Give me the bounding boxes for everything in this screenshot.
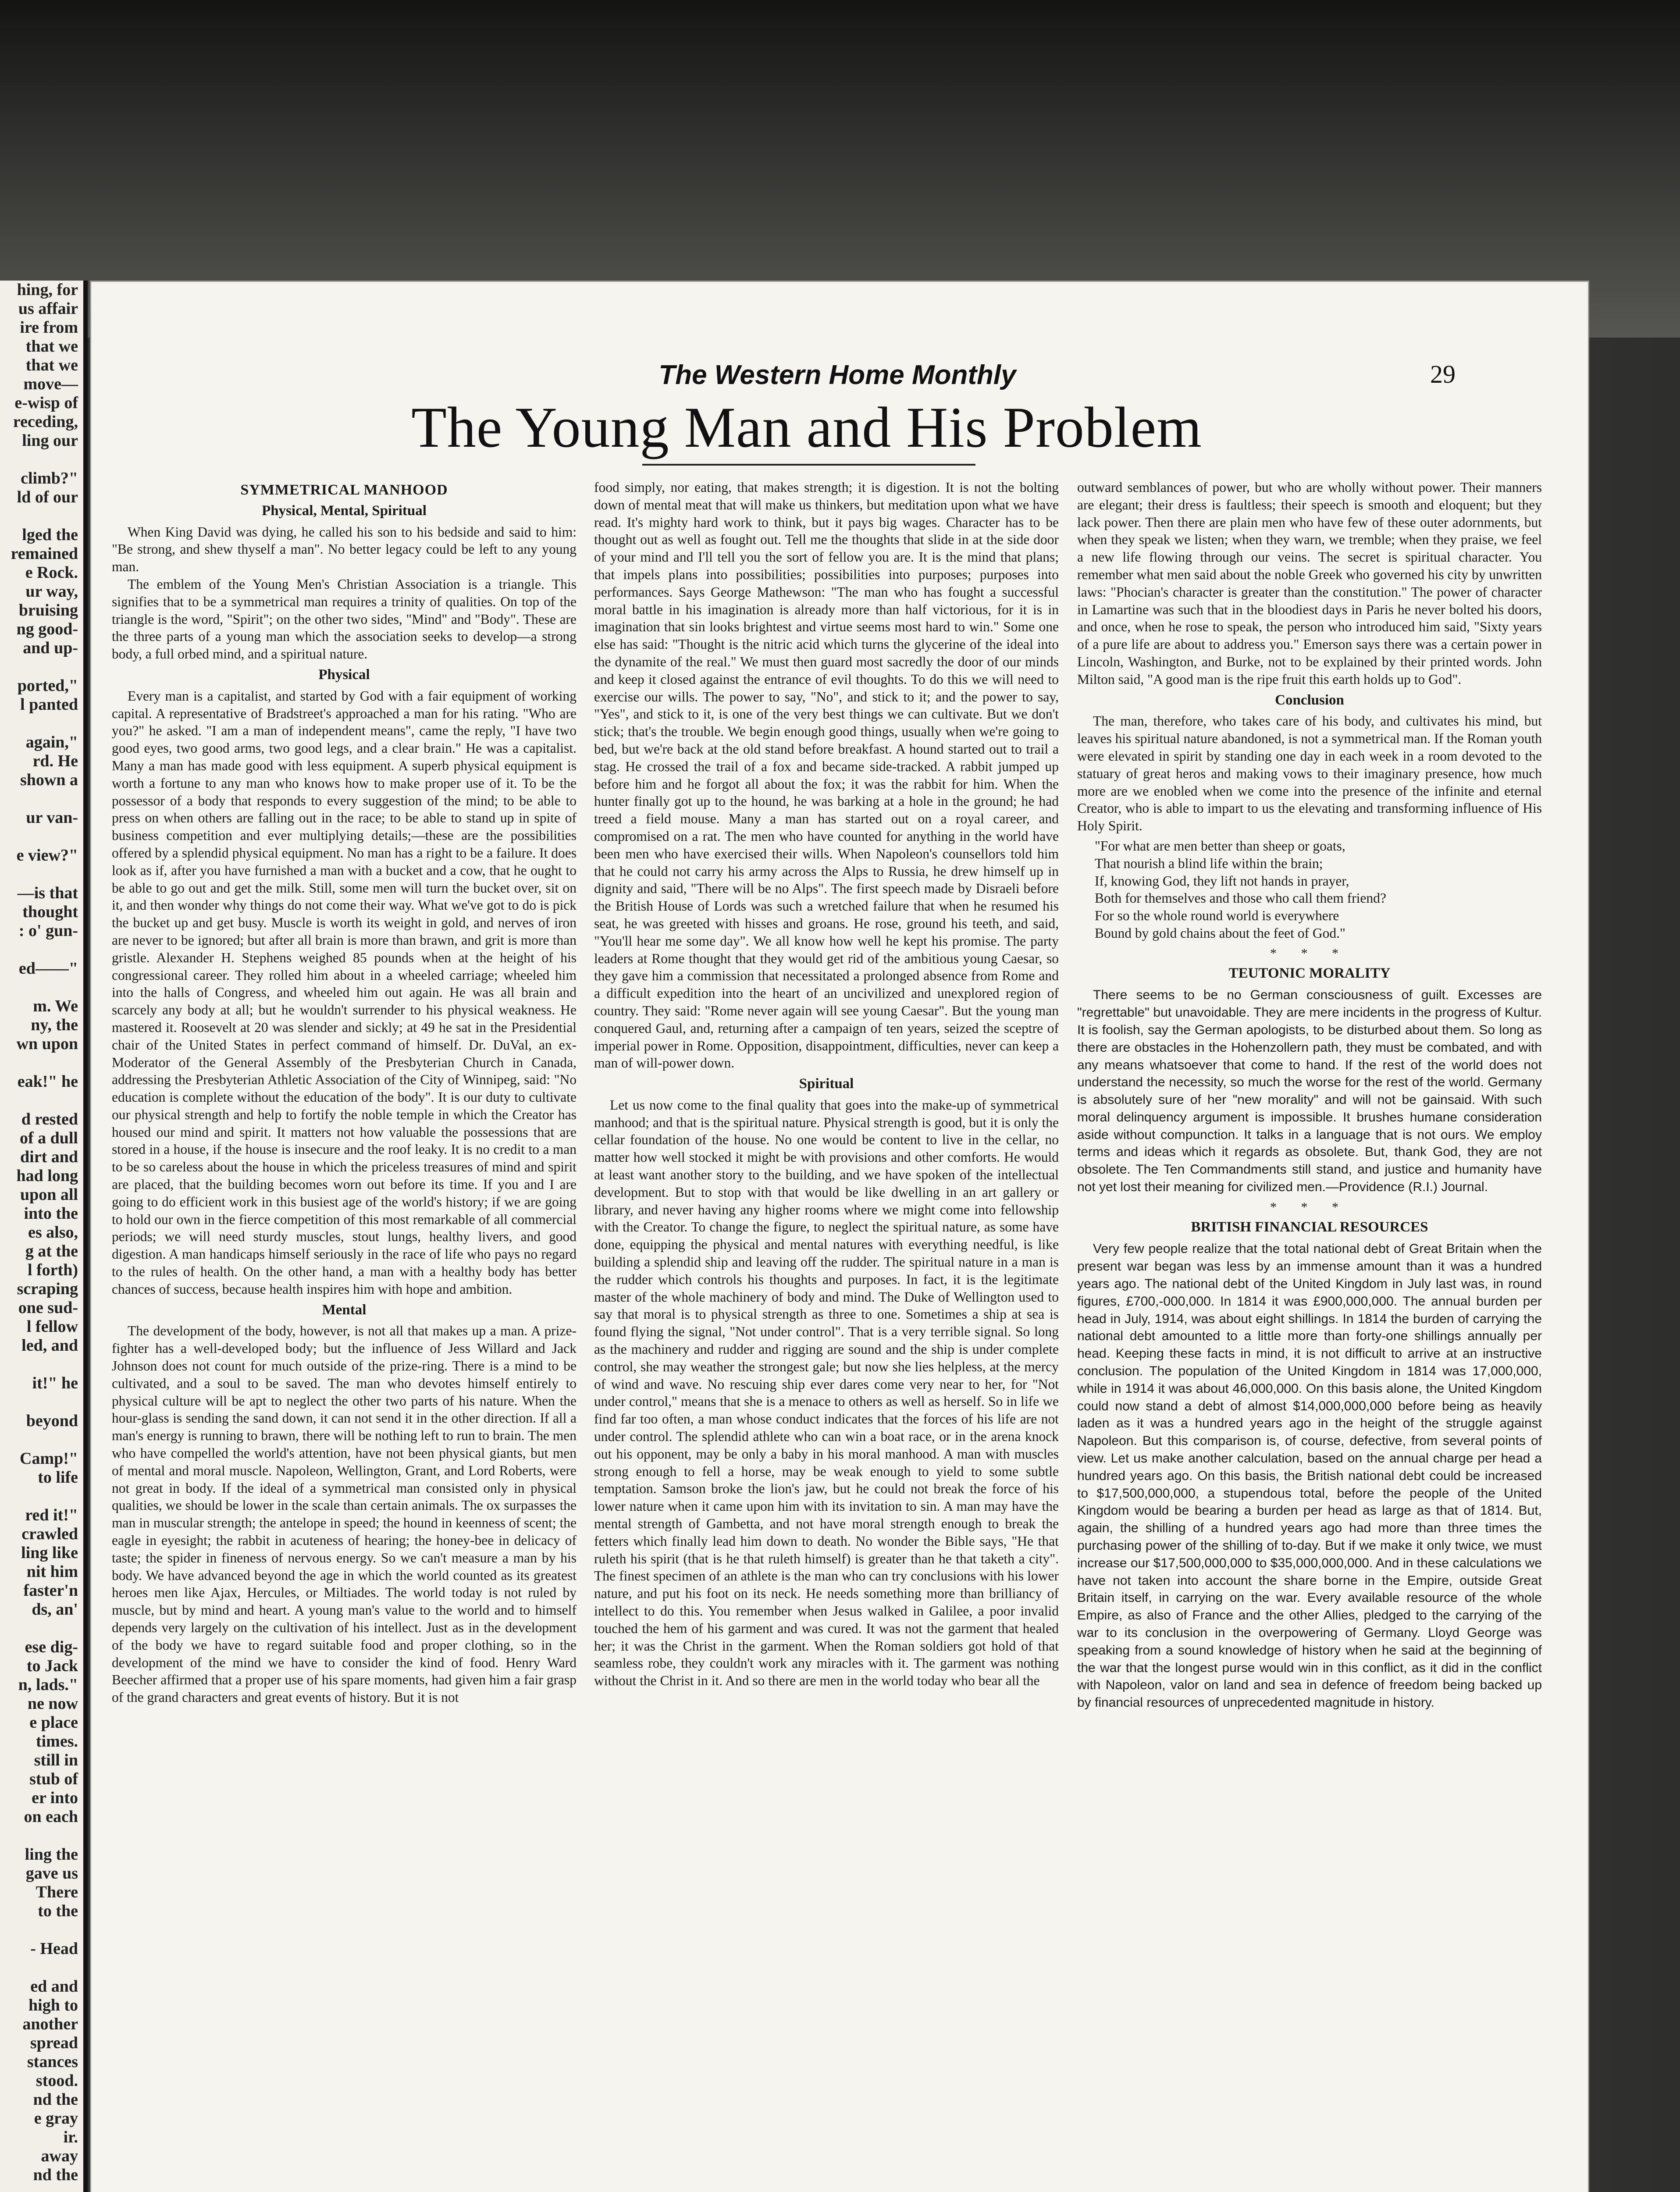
facing-page-line: led, and	[21, 1336, 78, 1355]
poem-line: For so the whole round world is everywhere	[1095, 908, 1339, 924]
facing-page-line: red it!"	[25, 1506, 78, 1524]
facing-page-line: e Rock.	[25, 563, 78, 582]
facing-page-line: climb?"	[21, 469, 78, 488]
facing-page-line: beyond	[26, 1412, 78, 1430]
facing-page-line: to the	[38, 1902, 78, 1920]
facing-page-line: nd the	[33, 2166, 78, 2184]
facing-page-line: times.	[36, 1732, 78, 1751]
conclusion-heading: Conclusion	[1275, 692, 1344, 708]
page-number: 29	[1430, 360, 1456, 388]
facing-page-line: still in	[34, 1751, 78, 1769]
paragraph: There seems to be no German consciousness of guilt. Excesses are "regrettable" but unavoidable. They are mere incidents in the progress of Kultur. It is foolish, say the German apologists, to be disturbed about them. So long as there are obstacles in the Hohenzollern path, they must be combated, and with any means whatsoever that come to hand. If the rest of the world does not understand the necessity, so much the worse for the rest of the world. Germany is absolutely sure of her "new morality" and will not be gainsaid. With such moral delinquency argument is impossible. It brushes humane consideration aside without compunction. It talks in a language that is not ours. We employ terms and ideas which it regards as obsolete. But, thank God, they are not obsolete. The Ten Commandments still stand, and justice and humanity have not yet lost their meaning for civilized men.—Providence (R.I.) Journal.	[1077, 988, 1542, 1195]
facing-page-line: ir.	[63, 2128, 78, 2146]
facing-page-line	[0, 714, 83, 733]
facing-page-line	[0, 1921, 83, 1939]
facing-page-line: dirt and	[20, 1148, 78, 1166]
facing-page-line: ne now	[27, 1694, 78, 1713]
facing-page-line: ur van-	[26, 808, 78, 827]
subheading: Physical, Mental, Spiritual	[262, 502, 427, 519]
facing-page-line: e view?"	[16, 846, 78, 865]
publication-title: The Western Home Monthly	[658, 360, 1016, 390]
facing-page-line	[0, 790, 83, 808]
magazine-page	[90, 281, 1589, 2192]
physical-heading: Physical	[318, 666, 370, 683]
facing-page-line	[0, 1619, 83, 1638]
facing-page-line: e gray	[34, 2109, 78, 2128]
facing-page-line: ed and	[30, 1977, 78, 1996]
facing-page-line: on each	[24, 1808, 78, 1826]
facing-page-line: upon all	[20, 1185, 78, 1204]
facing-page-line: stub of	[29, 1770, 78, 1788]
facing-page-line: ng good-	[16, 620, 78, 638]
column-2	[594, 479, 1059, 1690]
section-heading: SYMMETRICAL MANHOOD	[240, 482, 448, 498]
facing-page-line: it!" he	[32, 1374, 78, 1392]
facing-page-line: gave us	[25, 1864, 78, 1882]
facing-page-line: and up-	[23, 639, 78, 657]
paragraph: food simply, nor eating, that makes strength; it is digestion. It is not the bolting down of mental meat that will make us thinkers, but meditation upon what we have read. It's mighty hard work to think, but it pays big wages. Character has to be thought out as well as fought out. Tell me the thoughts that slide in at the side door of your mind and I'll tell you the sort of fellow you are. It is the mind that plans; that impels plans into possibilities; possibilities into purposes; purposes into performances. Says George Mathewson: "The man who has fought a successful moral battle in his imagination is already more than half victorious, for it is in imagination that sin looks brightest and virtue seems most hard to win." Some one else has said: "Thought is the nitric acid which turns the glycerine of the ideal into the dynamite of the real." We must then guard most sacredly the door of our minds and keep it closed against the entrance of evil thoughts. To do this we will need to exercise our wills. The power to say, "No", and stick to it; and the power to say, "Yes", and stick to it, is one of the very best things we can cultivate. But we don't stick; that's the trouble. We begin enough good things, usually when we're going to bed, but we're back at the old stand before breakfast. A hound started out to trail a stag. He crossed the trail of a fox and became side-tracked. A rabbit jumped up before him and he forgot all about the fox; it was the rabbit for him. When the hunter finally got up to the hound, he was barking at a hole in the ground; he had treed a field mouse. Many a man has started out on a royal career, and compromised on a rat. The men who have counted for anything in the world have been men who have exercised their wills. When Napoleon's counsellors told him that he could not carry his army across the Alps to Russia, he drew himself up in dignity and said, "There will be no Alps". The first speech made by Disraeli before the British House of Lords was such a wretched failure that when he resumed his seat, he was greeted with hisses and groans. He rose, ground his teeth, and said, "You'll hear me some day". We all know how well he kept his promise. The party leaders at Rome thought that they would get rid of the ambitious young Caesar, so they gave him a commission that necessitated a prolonged absence from Rome and a difficult expedition into the heart of an uncivilized and unexplored region of country. They said: "Rome never again will see young Caesar". But the young man conquered Gaul, and, returning after a campaign of ten years, seized the sceptre of imperial power in Rome. Opposition, disappointment, difficulties, never can keep a man of will-power down.	[594, 480, 1059, 1071]
masthead	[90, 359, 1589, 399]
facing-page-line	[0, 1487, 83, 1506]
facing-page-line: again,"	[25, 733, 78, 751]
facing-page-line: l forth)	[27, 1261, 78, 1279]
facing-page-line: to life	[38, 1468, 78, 1487]
paragraph: When King David was dying, he called his son to his bedside and said to him: "Be strong, and shew thyself a man". No better legacy could be left to any young man.	[112, 524, 577, 575]
facing-page-line	[0, 940, 83, 959]
facing-page-line: receding,	[13, 413, 78, 431]
facing-page-line: high to	[28, 1996, 78, 2014]
facing-page-line	[0, 658, 83, 676]
facing-page-line: us affair	[18, 299, 78, 318]
facing-page-line: : o' gun-	[18, 922, 78, 940]
facing-page-line: n, lads."	[18, 1676, 78, 1694]
facing-page-line	[0, 450, 83, 469]
facing-page-line: stances	[27, 2053, 78, 2071]
poem-line: That nourish a blind life within the brain;	[1095, 855, 1323, 871]
facing-page-line: had long	[16, 1167, 78, 1185]
facing-page-line: ny, the	[31, 1016, 78, 1034]
british-heading: BRITISH FINANCIAL RESOURCES	[1191, 1219, 1428, 1235]
facing-page-line: eak!" he	[17, 1072, 78, 1091]
facing-page-line: remained	[11, 544, 78, 563]
facing-page-line: that we	[25, 356, 78, 374]
column-3	[1077, 479, 1542, 1712]
facing-page-line	[0, 1355, 83, 1374]
poem	[1095, 837, 1542, 942]
facing-page-line: ling our	[22, 431, 78, 450]
facing-page-line	[0, 1430, 83, 1449]
facing-page-line: away	[41, 2147, 78, 2165]
paragraph: Every man is a capitalist, and started by God with a fair equipment of working capital. A representative of Bradstreet's approached a man for his rating. "Who are you?" he asked. "I am a man of independent means", came the reply, "I have two good eyes, two good arms, two good legs, and a clear brain." He was a capitalist. Many a man has made good with less equipment. A superb physical equipment is worth a fortune to any man who knows how to make proper use of it. To be the possessor of a body that responds to every suggestion of the mind; to be able to press on when others are falling out in the race; to be able to stand up in spite of business competition and ever multiplying details;—these are the possibilities offered by a splendid physical equipment. No man has a right to be a failure. It does look as if, after you have furnished a man with a bucket and a cow, that he ought to be able to go out and get the milk. Still, some men will turn the bucket over, sit on it, and then wonder why things do not come their way. What we've got to do is pick the bucket up and get busy. Muscle is worth its weight in gold, and nerves of iron are never to be ignored; but after all brain is more than brawn, and grit is more than gristle. Alexander H. Stephens weighed 85 pounds when at the height of his congressional career. They rolled him about in a wheeled carriage; wheeled him into the halls of Congress, and wheeled him out again. He was all brain and scarcely any body at all; but he wouldn't surrender to his physical weakness. He mastered it. Roosevelt at 20 was slender and sickly; at 49 he sat in the Presidential chair of the United States in perfect command of himself. Dr. DuVal, an ex-Moderator of the General Assembly of the Presbyterian Church in Canada, addressing the Presbyterian Athletic Association of the City of Winnipeg, said: "No education is complete without the education of the body". It is our duty to cultivate our physical strength and help to fortify the noble temple in which the Creator has housed our mind and spirit. It matters not how valuable the possessions that are stored in a house, if the house is insecure and the roof leaky. It is no credit to a man to be so careless about the house in which the priceless treasures of mind and spirit are placed, that the building becomes worn out before its time. If you and I are going to do efficient work in this busiest age of the world's history; if we are going to hold our own in the fierce competition of this most remarkable of all commercial periods; we will need sturdy muscles, stout lungs, healthy livers, and good digestion. A man handicaps himself seriously in the race of life who pays no regard to the rules of health. On the other hand, a man with a healthy body has better chances of success, because health inspires him with hope and ambition.	[112, 688, 577, 1297]
facing-page-line: another	[22, 2015, 78, 2033]
facing-page-line: of a dull	[19, 1129, 78, 1147]
facing-page-line: —is that	[17, 884, 78, 902]
facing-page-line	[0, 507, 83, 526]
facing-page-line: Camp!"	[20, 1449, 78, 1468]
facing-page-line: l fellow	[26, 1317, 78, 1336]
facing-page-line: move—	[23, 375, 78, 393]
facing-page-line: nd the	[33, 2090, 78, 2109]
facing-page-line: ling like	[21, 1544, 78, 1562]
facing-page-line: crawled	[21, 1525, 78, 1543]
facing-page-line	[0, 865, 83, 884]
facing-page-line: stood.	[36, 2071, 78, 2090]
facing-page-line: ese dig-	[25, 1638, 78, 1656]
facing-page-line: spread	[30, 2034, 78, 2052]
facing-page-line: e place	[29, 1713, 78, 1732]
paragraph: Let us now come to the final quality that goes into the make-up of symmetrical manhood; and that is the spiritual nature. Physical strength is good, but it is only the cellar foundation of the house. No one would be content to live in the cellar, no matter how well stocked it might be with provisions and other comforts. He would at least want another story to the building, and we have spoken of the intellectual development. But to stop with that would be like dwelling in an art gallery or library, and never having any higher rooms where we might come into fellowship with the Creator. To change the figure, to neglect the spiritual nature, as some have done, equipping the physical and mental natures with everything needful, is like building a splendid ship and leaving off the rudder. The spiritual nature in a man is the rudder which controls his thoughts and purposes. In fact, it is the legitimate master of the whole machinery of body and mind. The Duke of Wellington used to say that moral is to physical strength as three to one. Sometimes a ship at sea is found flying the signal, "Not under control". That is a very terrible signal. So long as the machinery and rudder and rigging are sound and the ship is under complete control, she may weather the strongest gale; but now she lies helpless, at the mercy of wind and wave. No rescuing ship ever dares come very near to her, for "Not under control," means that she is a menace to others as well as herself. So in life we find far too often, a man whose conduct indicates that the forces of his life are not under control. The splendid athlete who can win a boat race, or in the arena knock out his opponent, may be only a baby in his moral manhood. A man with muscles strong enough to fell a horse, may be weak enough to yield to some subtle temptation. Samson broke the lion's jaw, but he could not break the force of his lower nature when it came upon him with its invitation to sin. A man may have the mental strength of Gambetta, and not have moral strength enough to break the fetters which finally lead him down to death. No wonder the Bible says, "He that ruleth his spirit (that is he that ruleth himself) is greater than he that taketh a city". The finest specimen of an athlete is the man who can try conclusions with his lower nature, and put his foot on its neck. He needs something more than brilliancy of intellect to do this. You remember when Jesus walked in Galilee, a poor invalid touched the hem of his garment and was cured. It was not the garment that healed her; it was the Christ in the garment. When the Roman soldiers got hold of that seamless robe, they couldn't work any miracles with it. The garment was nothing without the Christ in it. And so there are men in the world today who bear all the	[594, 1097, 1059, 1689]
facing-page-line	[0, 1826, 83, 1845]
facing-page-line: one sud-	[18, 1299, 78, 1317]
facing-page-line: rd. He	[32, 752, 78, 770]
facing-page-line: er into	[32, 1789, 78, 1807]
facing-page-line: e-wisp of	[14, 394, 78, 412]
poem-line: Bound by gold chains about the feet of God."	[1095, 925, 1345, 941]
facing-page-line: ds, an'	[32, 1600, 78, 1619]
facing-page-fragment	[0, 281, 88, 2192]
facing-page-line: g at the	[25, 1242, 78, 1260]
facing-page-line: ire from	[20, 318, 78, 337]
facing-page-line: m. We	[33, 997, 78, 1015]
teutonic-heading: TEUTONIC MORALITY	[1228, 965, 1391, 981]
poem-line: "For what are men better than sheep or goats,	[1095, 838, 1345, 854]
separator-stars: * * *	[1270, 946, 1349, 961]
facing-page-line: to Jack	[26, 1657, 78, 1675]
paragraph: The development of the body, however, is not all that makes up a man. A prize-fighter has a well-developed body; but the influence of Jess Willard and Jack Johnson does not count for much outside of the prize-ring. There is a mind to be cultivated, and a soul to be saved. The man who devotes himself entirely to physical culture will be apt to neglect the other two parts of his nature. When the hour-glass is sending the sand down, it can not send it in the other direction. If all a man's energy is running to brawn, there will be nothing left to run to brain. The men who have compelled the world's attention, have not been physical giants, but men of mental and moral muscle. Napoleon, Wellington, Grant, and Lord Roberts, were not great in body. If the ideal of a symmetrical man consisted only in physical qualities, we should be lower in the scale than certain animals. The ox surpasses the man in muscular strength; the antelope in speed; the hound in keenness of scent; the eagle in eyesight; the rabbit in acuteness of hearing; the honey-bee in delicacy of taste; the spider in fineness of nervous energy. So we can't measure a man by his body. We have advanced beyond the age in which the world counted as its greatest heroes men like Ajax, Hercules, or Miltiades. The world today is not ruled by muscle, but by mind and heart. A young man's value to the world and to himself depends very largely on the cultivation of his intellect. Just as in the development of the body we have to regard suitable food and proper clothing, so in the development of the mind we have to consider the kind of food. Henry Ward Beecher affirmed that a proper use of his spare moments, had given him a fair grasp of the grand characters and great events of history. But it is not	[112, 1323, 577, 1705]
facing-page-line: d rested	[21, 1110, 78, 1128]
facing-page-line: faster'n	[23, 1581, 78, 1600]
column-1	[112, 479, 577, 1706]
article-title: The Young Man and His Problem	[411, 395, 1202, 459]
facing-page-line: wn upon	[16, 1035, 78, 1053]
title-rule	[642, 464, 975, 466]
facing-page-line	[0, 827, 83, 846]
facing-page-line: ported,"	[17, 676, 78, 695]
facing-page-line: nit him	[26, 1562, 78, 1581]
facing-page-line	[0, 1958, 83, 1977]
facing-page-line	[0, 1053, 83, 1072]
poem-line: Both for themselves and those who call them friend?	[1095, 890, 1386, 906]
facing-page-line: hing, for	[17, 281, 78, 299]
paragraph: Very few people realize that the total national debt of Great Britain when the present war began was less by an immense amount than it was a hundred years ago. The national debt of the United Kingdom in July last was, in round figures, £700,-000,000. In 1814 it was £900,000,000. The annual burden per head in July, 1914, was about eight shillings. In 1814 the burden of carrying the national debt amounted to a little more than forty-one shillings annually per head. Keeping these facts in mind, it is not difficult to arrive at an instructive conclusion. The population of the United Kingdom in 1814 was 17,000,000, while in 1914 it was about 46,000,000. On this basis alone, the United Kingdom could now stand a debt of almost $14,000,000,000 before being as heavily laden as it was a hundred years ago in the height of the struggle against Napoleon. But this comparison is, of course, defective, from several points of view. Let us make another calculation, based on the annual charge per head a hundred years ago. On this basis, the British national debt could be increased to $17,500,000,000, a stupendous total, before the people of the United Kingdom would be bearing a burden per head as large as that of 1814. But, again, the shilling of a hundred years ago had more than three times the purchasing power of the shilling of to-day. But if we make it only twice, we must increase our $17,500,000,000 to $35,000,000,000. And in these calculations we have not taken into account the share borne in the Empire, outside Great Britain itself, in carrying on the war. Every available resource of the whole Empire, as also of France and the other Allies, pledged to the carrying of the war to its conclusion in the overpowering of Germany. Lloyd George was speaking from a sound knowledge of history when he said at the beginning of the war that the longest purse would win in this conflict, as it did in the conflict with Napoleon, valor on land and sea in defence of freedom being backed up by financial resources of unprecedented magnitude in history.	[1077, 1242, 1542, 1710]
facing-page-line: ling the	[25, 1845, 78, 1864]
facing-page-line: lged the	[22, 526, 78, 544]
facing-page-line	[0, 2185, 83, 2192]
facing-page-line	[0, 1091, 83, 1110]
facing-page-line: bruising	[18, 601, 78, 619]
facing-page-line	[0, 978, 83, 997]
facing-page-line: thought	[22, 903, 78, 921]
facing-page-line: shown a	[20, 771, 78, 789]
facing-page-line: that we	[25, 337, 78, 356]
facing-page-line: l panted	[20, 695, 78, 714]
facing-page-line: ld of our	[17, 488, 78, 506]
facing-page-line: es also,	[28, 1223, 78, 1242]
facing-page-line: There	[36, 1883, 78, 1901]
facing-page-line	[0, 1393, 83, 1412]
facing-page-line: - Head	[30, 1939, 78, 1958]
poem-line: If, knowing God, they lift not hands in prayer,	[1095, 873, 1349, 889]
paragraph: The man, therefore, who takes care of his body, and cultivates his mind, but leaves his spiritual nature abandoned, is not a symmetrical man. If the Roman youth were elevated in spirit by standing one day in each week in a room devoted to the statuary of great heros and making vows to their imaginary presence, how much more are we enobled when we come into the presence of the infinite and eternal Creator, who is able to impart to us the elevating and transforming influence of His Holy Spirit.	[1077, 713, 1542, 834]
facing-page-line: ur way,	[25, 582, 78, 601]
paragraph: The emblem of the Young Men's Christian Association is a triangle. This signifies that to be a symmetrical man requires a trinity of qualities. On top of the triangle is the word, "Spirit"; on the other two sides, "Mind" and "Body". These are the three parts of a young man which the association seeks to develop—a strong body, a full orbed mind, and a spiritual nature.	[112, 576, 577, 662]
facing-page-line: scraping	[17, 1280, 78, 1298]
paragraph: outward semblances of power, but who are wholly without power. Their manners are elegant; their dress is faultless; their speech is smooth and eloquent; but they lack power. Then there are plain men who have few of these outer adornments, but when they speak we listen; when they warn, we tremble; when they praise, we feel a new life flowing through our veins. The secret is spiritual character. You remember what men said about the noble Greek who governed his city by unwritten laws: "Phocian's character is greater than the constitution." The power of character in Lamartine was such that in the bloodiest days in Paris he never bolted his doors, and once, when he rose to speak, the person who introduced him said, "Sixty years of a pure life are about to address you." Emerson says there was a certain power in Lincoln, Washington, and Burke, not to be explained by their printed words. John Milton said, "A good man is the ripe fruit this earth holds up to God".	[1077, 480, 1542, 687]
separator-stars: * * *	[1270, 1199, 1349, 1214]
mental-heading: Mental	[322, 1302, 367, 1318]
spiritual-heading: Spiritual	[799, 1076, 854, 1092]
facing-page-line: into the	[24, 1204, 78, 1223]
facing-page-line: ed——"	[18, 959, 78, 978]
